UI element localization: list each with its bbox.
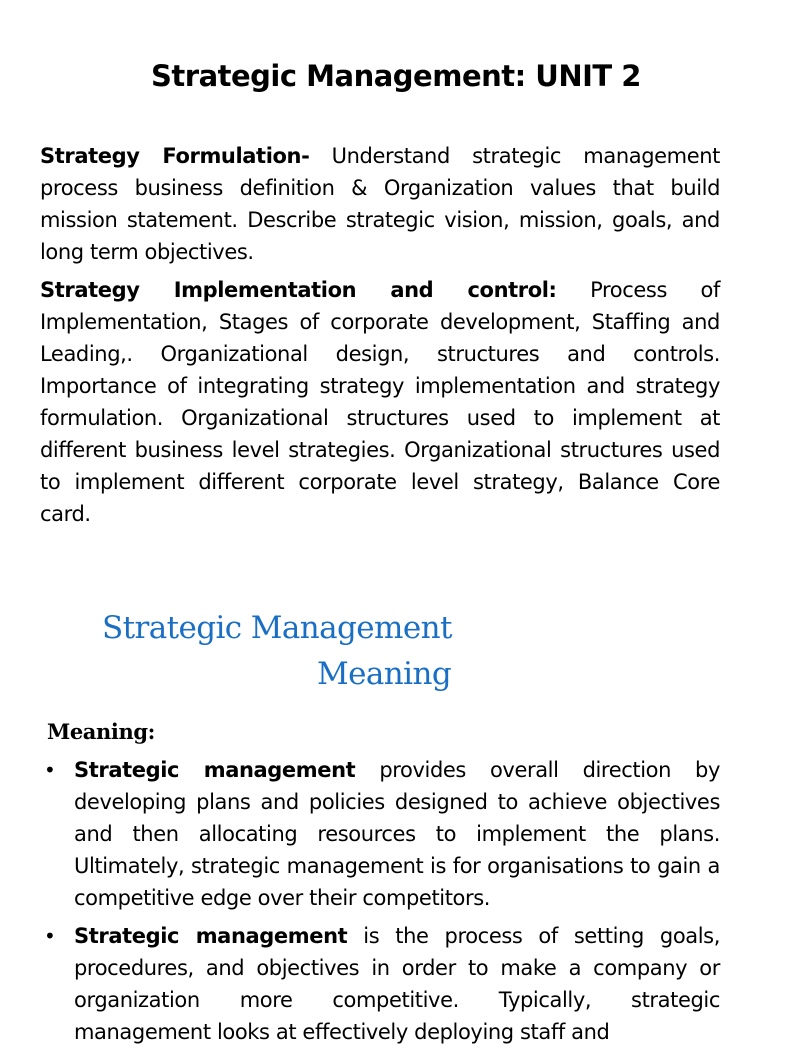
meaning-label: Meaning:	[47, 719, 155, 744]
bullet-text: provides overall direction by developing plans and policies designed to achieve objectives and then allocating resources to implement the plans. Ultimately, strategic management is for organisations to gain a competitive edge over their competitors.	[74, 758, 720, 910]
list-item	[40, 754, 720, 914]
section-title-line2: Meaning	[317, 656, 452, 692]
bullet-icon: •	[44, 924, 56, 948]
paragraph-text: Understand strategic management process business definition & Organization values that build mission statement. Describe strategic vision, mission, goals, and long term objectives.	[40, 144, 720, 264]
bullet-bold-term: Strategic management	[74, 924, 348, 948]
paragraph-label: Strategy Formulation-	[40, 144, 310, 168]
bullet-bold-term: Strategic management	[74, 758, 356, 782]
strategy-formulation-paragraph	[40, 140, 720, 268]
section-title-line1: Strategic Management	[102, 610, 452, 646]
meaning-bullet-list	[40, 754, 720, 1054]
list-item	[40, 920, 720, 1048]
strategy-implementation-paragraph	[40, 274, 720, 530]
paragraph-text: Process of Implementation, Stages of corporate development, Staffing and Leading,. Organizational design, structures and controls. Importance of integrating strategy implementation and strategy formulation. Organizational structures used to implement at different business level strategies. Organizational structures used to implement different corporate level strategy, Balance Core card.	[40, 278, 720, 526]
page-title: Strategic Management: UNIT 2	[151, 59, 641, 93]
paragraph-label: Strategy Implementation and control:	[40, 278, 557, 302]
bullet-icon: •	[44, 758, 56, 782]
bullet-text: is the process of setting goals, procedures, and objectives in order to make a company or organization more competitive. Typically, strategic management looks at effectively deploying staff and	[74, 924, 720, 1044]
